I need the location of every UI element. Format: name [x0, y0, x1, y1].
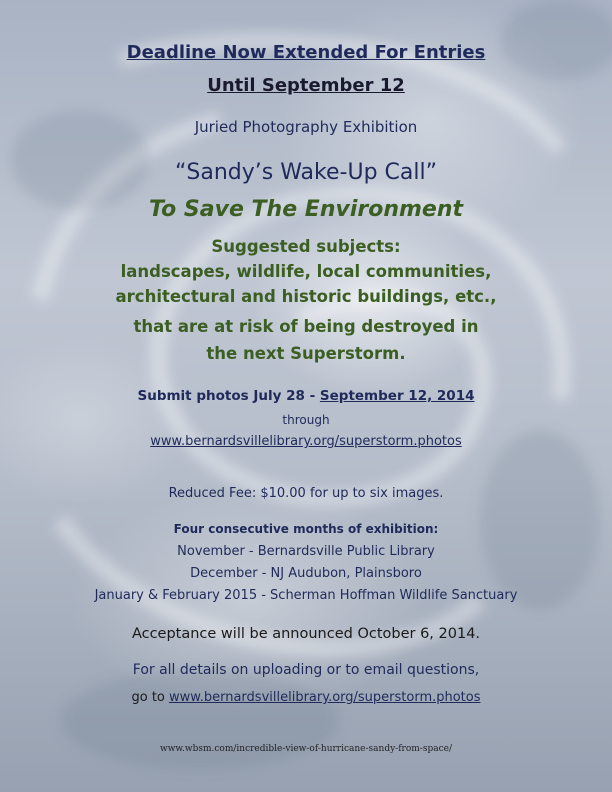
subjects-line: that are at risk of being destroyed in — [133, 317, 479, 336]
submit-deadline: September 12, 2014 — [319, 388, 475, 404]
submit-prefix: Submit photos July 28 - — [137, 388, 320, 404]
image-credit: www.wbsm.com/incredible-view-of-hurricane-sandy-from-space/ — [160, 744, 452, 754]
subjects-line: architectural and historic buildings, etc., — [115, 287, 497, 306]
venue-item: January & February 2015 - Scherman Hoffman Wildlife Sanctuary — [94, 588, 518, 603]
submission-dates — [0, 388, 612, 404]
details-url-link[interactable]: www.bernardsvillelibrary.org/superstorm.photos — [169, 690, 481, 705]
details-prefix: go to — [131, 690, 170, 705]
subjects-line: the next Superstorm. — [206, 344, 406, 363]
deadline-heading-line1: Deadline Now Extended For Entries — [126, 42, 486, 63]
exhibition-title: “Sandy’s Wake-Up Call” — [174, 160, 437, 185]
exhibition-subtitle: To Save The Environment — [148, 197, 464, 222]
acceptance-notice: Acceptance will be announced October 6, 2014. — [131, 626, 481, 642]
exhibition-type: Juried Photography Exhibition — [194, 118, 418, 136]
reduced-fee: Reduced Fee: $10.00 for up to six images. — [168, 486, 444, 501]
deadline-heading-line2: Until September 12 — [207, 75, 405, 96]
exhibition-months-heading: Four consecutive months of exhibition: — [173, 522, 439, 536]
details-line2 — [0, 690, 612, 705]
venue-item: November - Bernardsville Public Library — [177, 544, 435, 559]
details-line1: For all details on uploading or to email questions, — [132, 662, 480, 678]
submit-url-link[interactable]: www.bernardsvillelibrary.org/superstorm.photos — [150, 434, 462, 449]
subjects-heading: Suggested subjects: — [211, 237, 401, 256]
subjects-line: landscapes, wildlife, local communities, — [120, 262, 492, 281]
venue-item: December - NJ Audubon, Plainsboro — [190, 566, 422, 581]
through-text: through — [282, 413, 330, 427]
